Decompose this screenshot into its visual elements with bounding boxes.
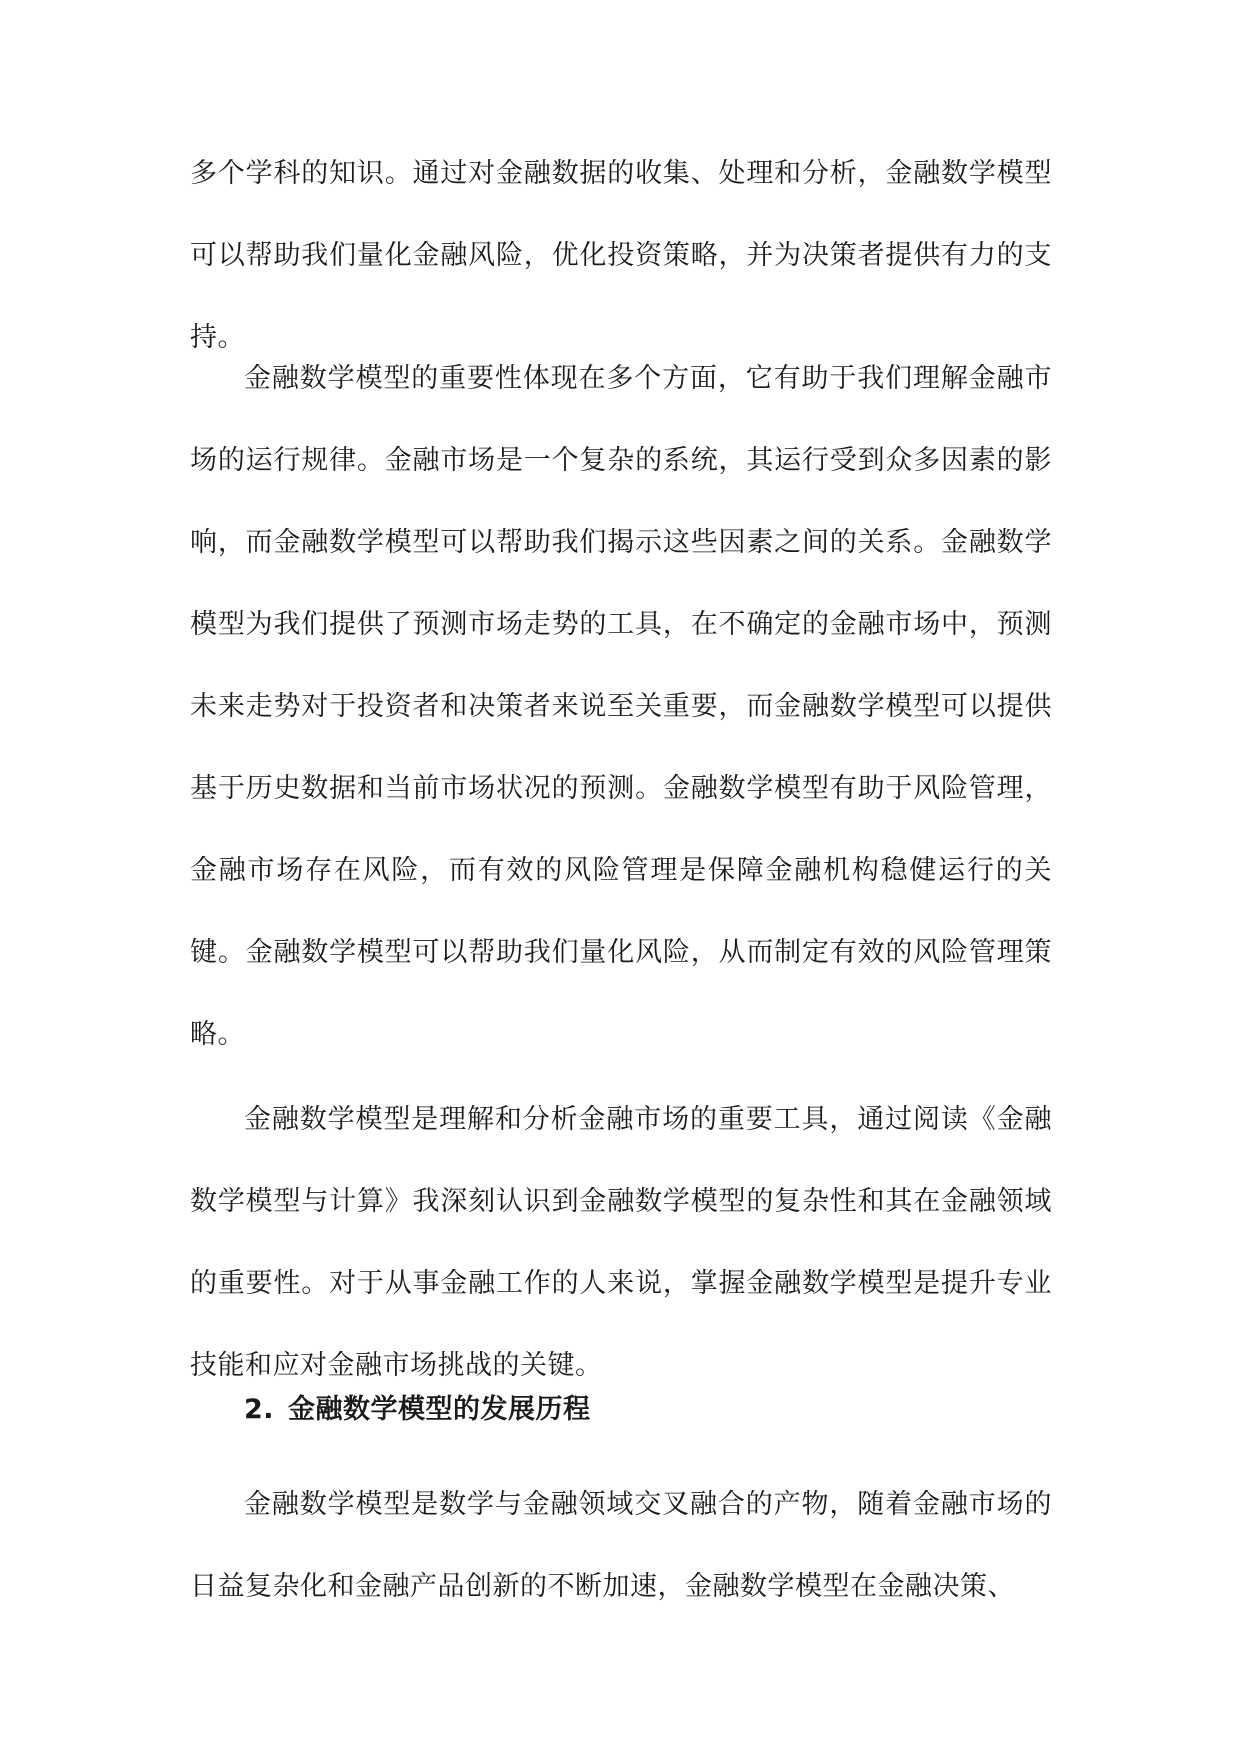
- paragraph-3: 金融数学模型是理解和分析金融市场的重要工具，通过阅读《金融数学模型与计算》我深刻认识到金融数学模型的复杂性和其在金融领域的重要性。对于从事金融工作的人来说，掌握金融数学模型是提升专业技能和应对金融市场挑战的关键。: [190, 1104, 1052, 1381]
- paragraph-2: 金融数学模型的重要性体现在多个方面，它有助于我们理解金融市场的运行规律。金融市场是一个复杂的系统，其运行受到众多因素的影响，而金融数学模型可以帮助我们揭示这些因素之间的关系。金融数学模型为我们提供了预测市场走势的工具，在不确定的金融市场中，预测未来走势对于投资者和决策者来说至关重要，而金融数学模型可以提供基于历史数据和当前市场状况的预测。金融数学模型有助于风险管理，金融市场存在风险，而有效的风险管理是保障金融机构稳健运行的关键。金融数学模型可以帮助我们量化风险，从而制定有效的风险管理策略。: [190, 363, 1052, 1050]
- section-heading: [244, 1382, 591, 1438]
- section-title: 金融数学模型的发展历程: [288, 1394, 591, 1425]
- section-number: 2.: [244, 1394, 275, 1425]
- paragraph-4: 金融数学模型是数学与金融领域交叉融合的产物，随着金融市场的日益复杂化和金融产品创新的不断加速，金融数学模型在金融决策、: [190, 1489, 1052, 1602]
- paragraph-1: 多个学科的知识。通过对金融数据的收集、处理和分析，金融数学模型可以帮助我们量化金融风险，优化投资策略，并为决策者提供有力的支持。: [190, 158, 1052, 353]
